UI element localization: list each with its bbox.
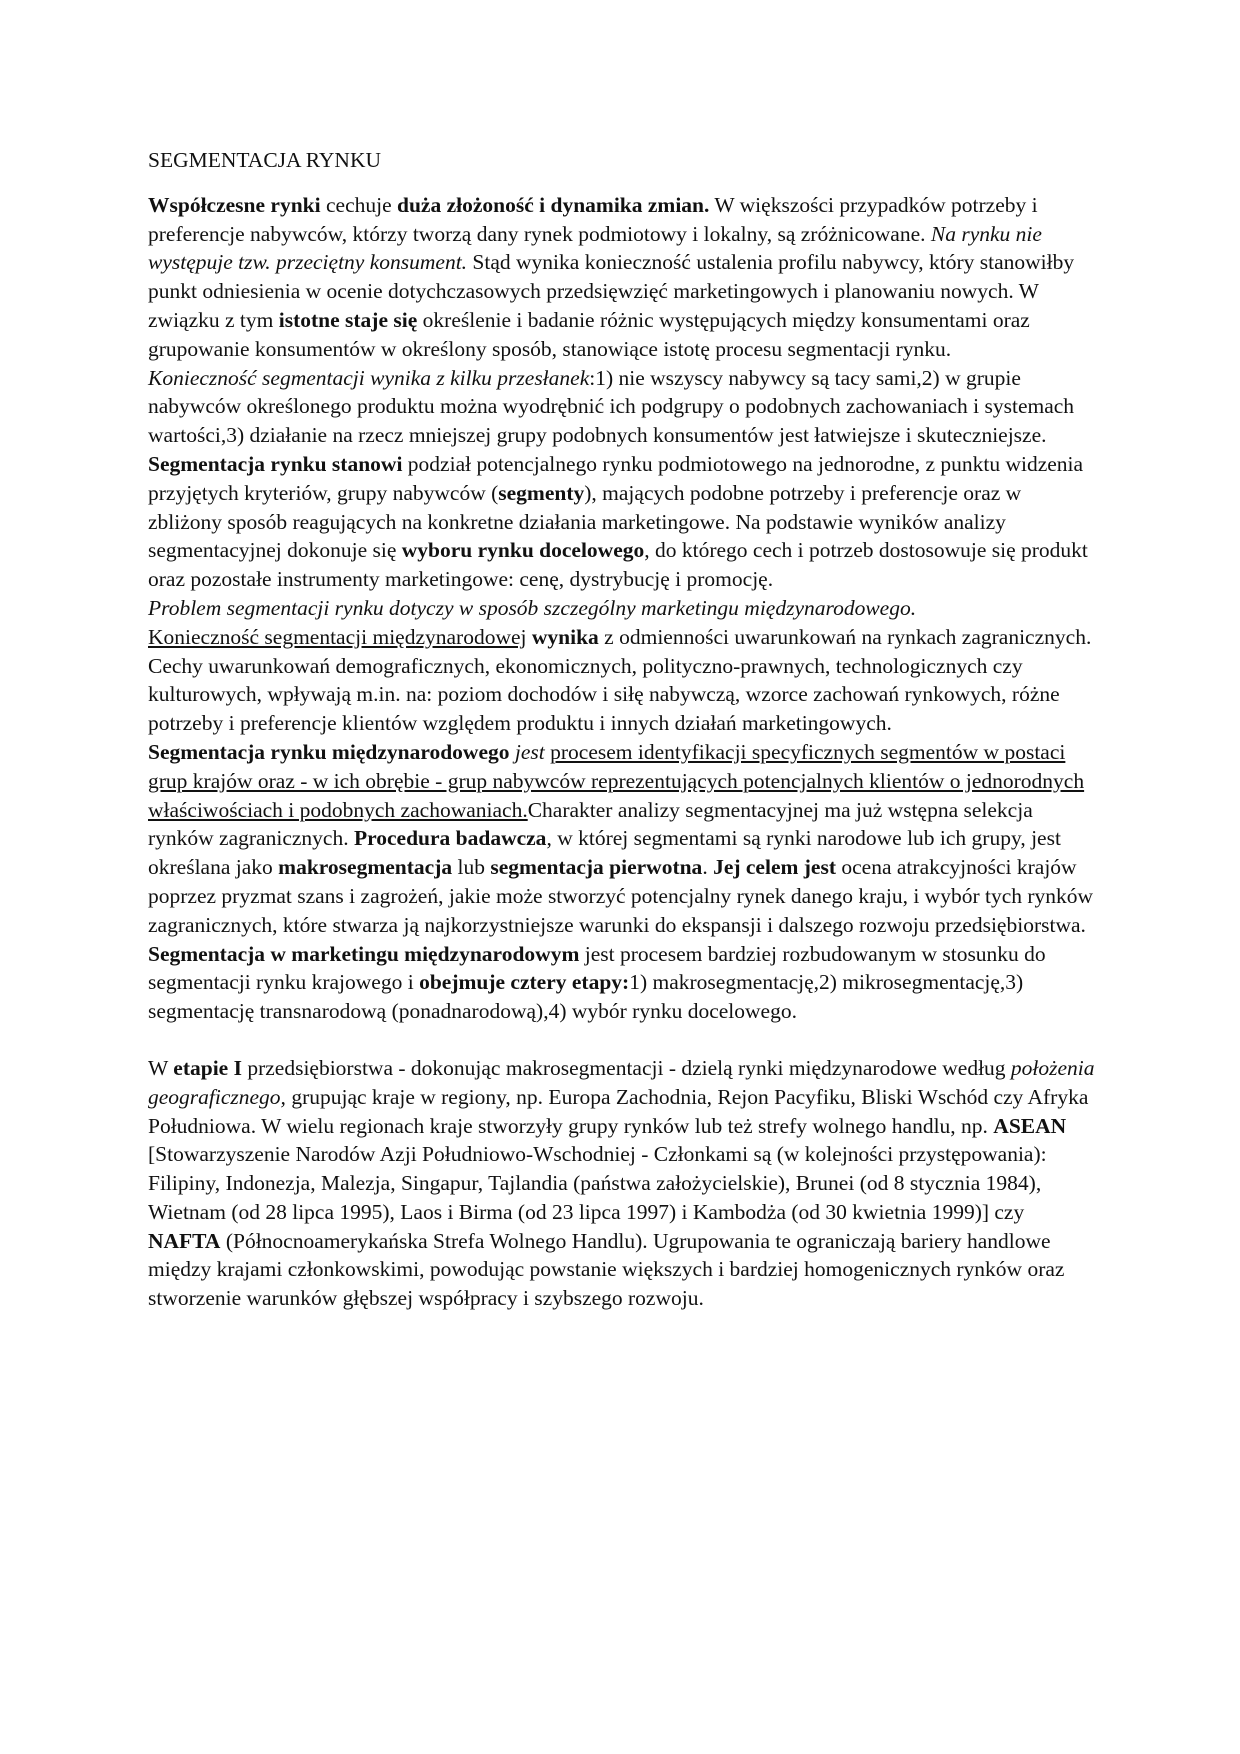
text-span: jest procesem bardziej rozbudowanym w stosunku do segmentacji rynku krajowego i <box>148 941 1046 995</box>
paragraph-premises <box>148 364 1098 450</box>
bold-text: Procedura badawcza <box>353 826 547 851</box>
paragraph-four-stages <box>148 940 1098 1026</box>
bold-text: segmentacja pierwotna <box>490 855 703 880</box>
text-span: cechuje <box>320 192 398 217</box>
paragraph-definition <box>148 450 1098 594</box>
document-page <box>148 146 1098 1313</box>
bold-text: Jej celem jest <box>713 855 837 880</box>
bold-text: Segmentacja w marketingu międzynarodowym <box>148 941 580 966</box>
italic-text: Problem segmentacji rynku dotyczy w sposób szczególny marketingu międzynarodowego. <box>148 595 917 620</box>
text-span: Stąd wynika konieczność ustalenia profilu nabywcy, który stanowiłby punkt odniesienia w ocenie dotychczasowych przedsięwzięć marketingowych i planowaniu nowych. W związku z tym <box>148 250 1075 332</box>
paragraph-stage-one <box>148 1054 1098 1313</box>
bold-text: istotne staje się <box>278 307 418 332</box>
bold-text: segmenty <box>498 480 585 505</box>
bold-text: Współczesne rynki <box>148 192 321 217</box>
italic-text: Konieczność segmentacji wynika z kilku przesłanek <box>148 365 590 390</box>
text-span: grupując kraje w regiony, np. Europa Zachodnia, Rejon Pacyfiku, Bliski Wschód czy Afryka Południowa. W wielu regionach kraje stworzyły grupy rynków lub też strefy wolnego handlu, np. <box>148 1084 1089 1138</box>
bold-text: Segmentacja rynku stanowi <box>148 451 403 476</box>
text-span: . <box>702 855 714 880</box>
text-span: :1) nie wszyscy nabywcy są tacy sami,2) w grupie nabywców określonego produktu można wyodrębnić ich podgrupy o podobnych zachowaniach i systemach wartości,3) działanie na rzecz mniejszej grupy podobnych konsumentów jest łatwiejsze i skuteczniejsze. <box>148 365 1075 448</box>
bold-text: wyboru rynku docelowego <box>401 538 645 563</box>
text-span: W większości przypadków potrzeby i preferencje nabywców, którzy tworzą dany rynek podmiotowy i lokalny, są zróżnicowane. <box>148 192 1038 246</box>
underlined-text: procesem identyfikacji specyficznych segmentów w postaci grup krajów oraz - w ich obrębie - grup nabywców reprezentujących potencjalnych klientów o jednorodnych właściwościach i podobnych zachowaniach. <box>148 739 1085 822</box>
text-span: , w której segmentami są rynki narodowe lub ich grupy, jest określana jako <box>148 826 1061 880</box>
document-title: SEGMENTACJA RYNKU <box>148 148 382 172</box>
underlined-text: Konieczność segmentacji międzynarodowej <box>148 624 527 649</box>
text-span: Charakter analizy segmentacyjnej ma już wstępna selekcja rynków zagranicznych. <box>148 797 1033 851</box>
bold-text: duża złożoność i dynamika zmian. <box>397 192 710 217</box>
text-span: 1) makrosegmentację,2) mikrosegmentację,3) segmentację transnarodową (ponadnarodową),4) wybór rynku docelowego. <box>148 970 1024 1024</box>
italic-text: Na rynku nie występuje tzw. przeciętny konsument. <box>148 221 1042 275</box>
text-span: przedsiębiorstwa - dokonując makrosegmentacji - dzielą rynki międzynarodowe według <box>241 1055 1011 1080</box>
bold-text: etapie I <box>173 1055 242 1080</box>
paragraph-international-problem <box>148 594 1098 623</box>
text-span: określenie i badanie różnic występujących między konsumentami oraz grupowanie konsumentów w określony sposób, stanowiące istotę procesu segmentacji rynku. <box>148 307 1030 361</box>
text-span: lub <box>452 855 491 880</box>
bold-text: NAFTA <box>148 1228 221 1253</box>
bold-text: ASEAN <box>993 1113 1067 1138</box>
paragraph-international-segmentation <box>148 738 1098 940</box>
text-span: W <box>148 1055 174 1080</box>
bold-text: wynika <box>531 624 599 649</box>
text-span: , do którego cech i potrzeb dostosowuje się produkt oraz pozostałe instrumenty marketingowe: cenę, dystrybucję i promocję. <box>148 538 1088 592</box>
paragraph-international-necessity <box>148 623 1098 738</box>
italic-text: jest <box>514 739 545 764</box>
bold-text: obejmuje cztery etapy: <box>419 970 630 995</box>
paragraph-intro <box>148 191 1098 364</box>
text-span: (Północnoamerykańska Strefa Wolnego Handlu). Ugrupowania te ograniczają bariery handlowe między krajami członkowskimi, powodując powstanie większych i bardziej homogenicznych rynków oraz stworzenie warunków głębszej współpracy i szybszego rozwoju. <box>148 1228 1065 1311</box>
text-span: [Stowarzyszenie Narodów Azji Południowo-Wschodniej - Członkami są (w kolejności przystępowania): Filipiny, Indonezja, Malezja, Singapur, Tajlandia (państwa założycielskie), Brunei (od 8 stycznia 1984), Wietnam (od 28 lipca 1995), Laos i Birma (od 23 lipca 1997) i Kambodża (od 30 kwietnia 1999)] czy <box>148 1142 1047 1224</box>
italic-text: położenia geograficznego, <box>148 1055 1095 1109</box>
text-span: ), mających podobne potrzeby i preferencje oraz w zbliżony sposób reagujących na konkretne działania marketingowe. Na podstawie wyników analizy segmentacyjnej dokonuje się <box>148 480 1022 563</box>
bold-text: makrosegmentacja <box>278 855 453 880</box>
text-span: ocena atrakcyjności krajów poprzez pryzmat szans i zagrożeń, jakie może stworzyć potencjalny rynek danego kraju, i wybór tych rynków zagranicznych, które stwarza ją najkorzystniejsze warunki do ekspansji i dalszego rozwoju przedsiębiorstwa. <box>148 855 1094 937</box>
text-span: podział potencjalnego rynku podmiotowego na jednorodne, z punktu widzenia przyjętych kryteriów, grupy nabywców ( <box>148 451 1084 505</box>
text-span: z odmienności uwarunkowań na rynkach zagranicznych. Cechy uwarunkowań demograficznych, ekonomicznych, polityczno-prawnych, technologicznych czy kulturowych, wpływają m.in. na: poziom dochodów i siłę nabywczą, wzorce zachowań rynkowych, różne potrzeby i preferencje klientów względem produktu i innych działań marketingowych. <box>148 624 1092 736</box>
bold-text: Segmentacja rynku międzynarodowego <box>148 739 510 764</box>
